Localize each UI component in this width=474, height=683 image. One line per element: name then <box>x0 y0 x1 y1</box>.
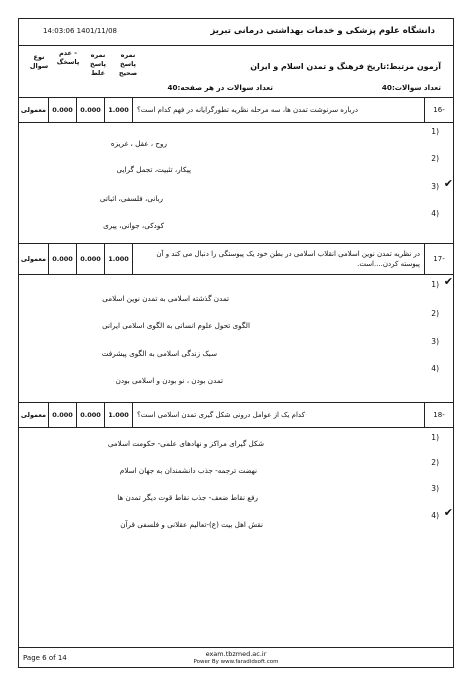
option-text: الگوی تحول علوم انسانی به الگوی اسلامی ایرانی <box>102 321 250 330</box>
correct-score: 1.000 <box>105 403 133 427</box>
wrong-score: 0.000 <box>77 244 105 274</box>
option-number: 3) <box>431 484 439 493</box>
correct-score: 1.000 <box>105 98 133 122</box>
questions-per-page: تعداد سوالات در هر صفحه:40 <box>167 83 273 92</box>
blank-score: 0.000 <box>49 403 77 427</box>
question-type: معمولی <box>19 244 49 274</box>
option-number: 3) <box>431 337 439 346</box>
col-question-type: نوع سوال <box>29 53 49 70</box>
question-header <box>19 243 453 275</box>
check-icon: ✔ <box>443 177 453 190</box>
col-unanswered: - عدم پاسخگ <box>56 49 80 66</box>
question-text: درباره سرنوشت تمدن ها، سه مرحله نظریه تطورگرایانه در فهم کدام است؟ <box>133 98 425 122</box>
option-number: 2) <box>431 309 439 318</box>
correct-score: 1.000 <box>105 244 133 274</box>
university-name: دانشگاه علوم پزشکی و خدمات بهداشتی درمانی تبریز <box>210 26 435 36</box>
exam-page <box>18 18 454 668</box>
total-questions: تعداد سوالات:40 <box>381 83 441 92</box>
option-text: روح ، عقل ، غریزه <box>110 139 167 148</box>
question-number: 17- <box>433 255 445 263</box>
col-wrong-score: نمره پاسخ غلط <box>90 51 106 77</box>
option-number: 1) <box>431 127 439 136</box>
question-type: معمولی <box>19 98 49 122</box>
option-number: 4) <box>431 511 439 520</box>
option-number: 2) <box>431 458 439 467</box>
blank-score: 0.000 <box>49 98 77 122</box>
question-header <box>19 97 453 123</box>
option-number: 3) <box>431 182 439 191</box>
question-count-row <box>19 83 453 97</box>
option-text: رفع نقاط ضعف- جذب نقاط قوت دیگر تمدن ها <box>117 493 258 502</box>
option-number: 4) <box>431 209 439 218</box>
option-text: نقش اهل بیت (ع)-تعالیم عقلانی و فلسفی قرآن <box>120 520 263 529</box>
question-number: 16- <box>433 106 445 114</box>
option-text: سبک زندگی اسلامی به الگوی پیشرفت <box>101 349 217 358</box>
question-type: معمولی <box>19 403 49 427</box>
option-text: نهضت ترجمه- جذب دانشمندان به جهان اسلام <box>119 466 257 475</box>
wrong-score: 0.000 <box>77 98 105 122</box>
wrong-score: 0.000 <box>77 403 105 427</box>
option-text: کودکی، جوانی، پیری <box>103 221 164 230</box>
check-icon: ✔ <box>443 275 453 288</box>
col-correct-score: نمره پاسخ صحیح <box>118 51 138 77</box>
option-text: تمدن گذشته اسلامی به تمدن نوین اسلامی <box>102 294 229 303</box>
footer-divider <box>19 647 453 648</box>
powered-by[interactable]: Power By www.faradidsoft.com <box>193 659 279 665</box>
option-number: 1) <box>431 433 439 442</box>
option-number: 1) <box>431 280 439 289</box>
print-datetime: 14:03:06 1401/11/08 <box>43 27 118 35</box>
question-header <box>19 402 453 428</box>
option-number: 4) <box>431 364 439 373</box>
blank-score: 0.000 <box>49 244 77 274</box>
option-text: پیکار، تثبیت، تجمل گرایی <box>116 165 191 174</box>
check-icon: ✔ <box>443 506 453 519</box>
exam-title: آزمون مرتبط:تاریخ فرهنگ و تمدن اسلام و ایران <box>250 62 441 71</box>
question-text: در نظریه تمدن نوین اسلامی انقلاب اسلامی در بطن خود یک پیوستگی را دنبال می کند و آن پیوسته کردن....است. <box>133 244 425 274</box>
option-text: تمدن بودن ، نو بودن و اسلامی بودن <box>115 376 223 385</box>
option-text: شکل گیرای مراکز و نهادهای علمی- حکومت اسلامی <box>107 439 264 448</box>
page-number: Page 6 of 14 <box>23 654 67 662</box>
option-text: ربانی، فلسفی، اثباتی <box>99 194 163 203</box>
header-divider <box>19 45 453 46</box>
question-text: کدام یک از عوامل درونی شکل گیری تمدن اسلامی است؟ <box>133 403 425 427</box>
question-number: 18- <box>433 411 445 419</box>
site-url[interactable]: exam.tbzmed.ac.ir <box>205 650 267 658</box>
option-number: 2) <box>431 154 439 163</box>
